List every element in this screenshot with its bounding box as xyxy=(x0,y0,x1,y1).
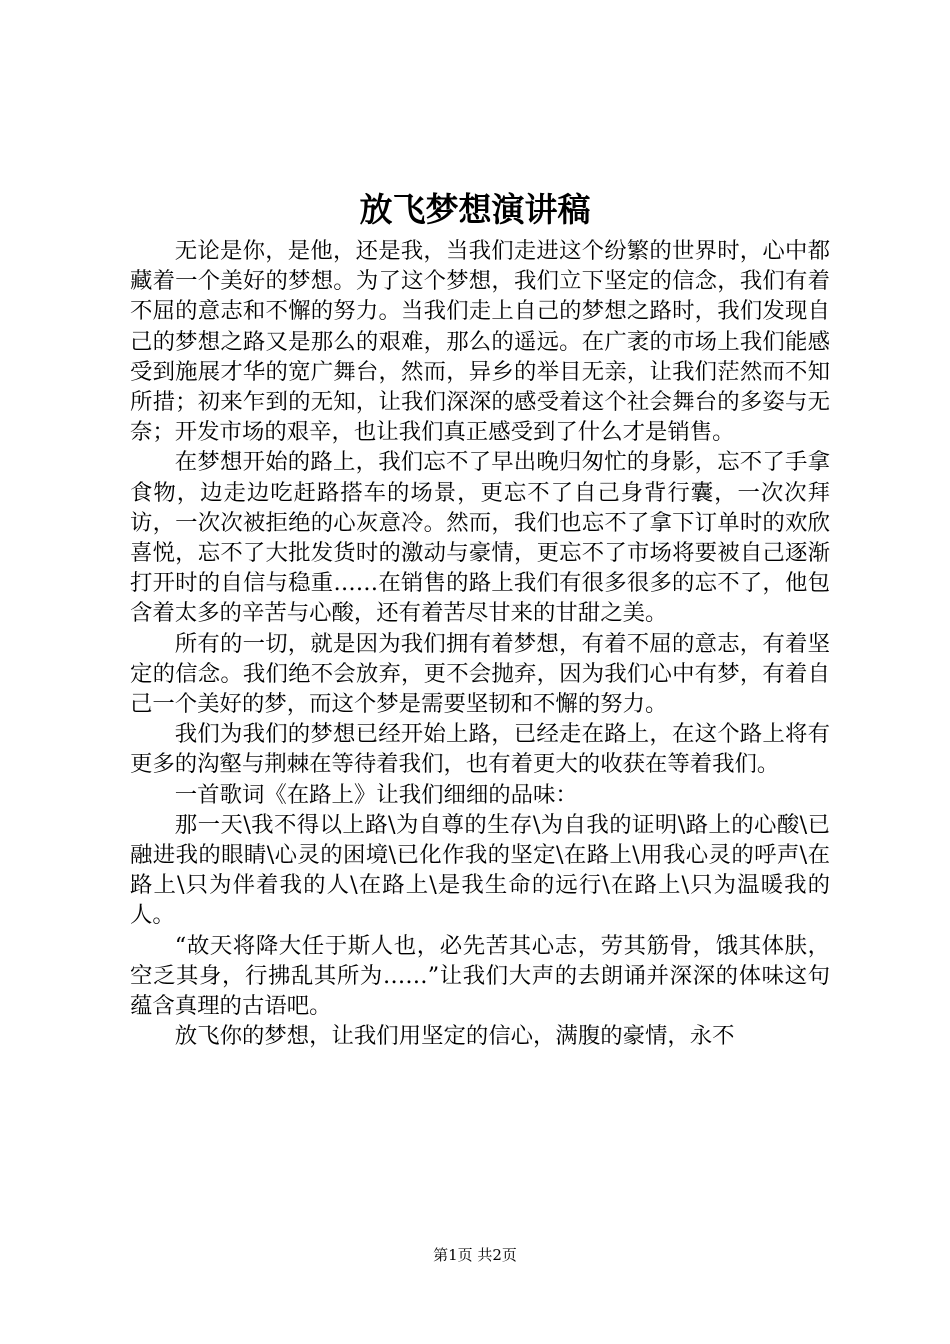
page-title: 放飞梦想演讲稿 xyxy=(359,190,591,229)
paragraph: 一首歌词《在路上》让我们细细的品味： xyxy=(174,781,578,808)
page-footer: 第1页 共2页 xyxy=(433,1246,517,1264)
paragraph: 我们为我们的梦想已经开始上路，已经走在路上，在这个路上将有更多的沟壑与荆棘在等待着我们，也有着更大的收获在等着我们。 xyxy=(130,721,830,778)
document-body xyxy=(130,236,830,1051)
paragraph: 放飞你的梦想，让我们用坚定的信心，满腹的豪情，永不 xyxy=(174,1023,735,1050)
paragraph: 那一天\我不得以上路\为自尊的生存\为自我的证明\路上的心酸\已融进我的眼睛\心灵的困境\已化作我的坚定\在路上\用我心灵的呼声\在路上\只为伴着我的人\在路上\是我生命的远行\在路上\只为温暖我的人。 xyxy=(130,811,830,929)
paragraph: “故天将降大任于斯人也，必先苦其心志，劳其筋骨，饿其体肤，空乏其身，行拂乱其所为……”让我们大声的去朗诵并深深的体味这句蕴含真理的古语吧。 xyxy=(130,932,830,1020)
paragraph: 所有的一切，就是因为我们拥有着梦想，有着不屈的意志，有着坚定的信念。我们绝不会放弃，更不会抛弃，因为我们心中有梦，有着自己一个美好的梦，而这个梦是需要坚韧和不懈的努力。 xyxy=(130,630,830,718)
paragraph: 无论是你，是他，还是我，当我们走进这个纷繁的世界时，心中都藏着一个美好的梦想。为了这个梦想，我们立下坚定的信念，我们有着不屈的意志和不懈的努力。当我们走上自己的梦想之路时，我们发现自己的梦想之路又是那么的艰难，那么的遥远。在广袤的市场上我们能感受到施展才华的宽广舞台，然而，异乡的举目无亲，让我们茫然而不知所措；初来乍到的无知，让我们深深的感受着这个社会舞台的多姿与无奈；开发市场的艰辛，也让我们真正感受到了什么才是销售。 xyxy=(130,238,830,446)
paragraph: 在梦想开始的路上，我们忘不了早出晚归匆忙的身影，忘不了手拿食物，边走边吃赶路搭车的场景，更忘不了自己身背行囊，一次次拜访，一次次被拒绝的心灰意冷。然而，我们也忘不了拿下订单时的欢欣喜悦，忘不了大批发货时的激动与豪情，更忘不了市场将要被自己逐渐打开时的自信与稳重……在销售的路上我们有很多很多的忘不了，他包含着太多的辛苦与心酸，还有着苦尽甘来的甘甜之美。 xyxy=(130,449,830,627)
